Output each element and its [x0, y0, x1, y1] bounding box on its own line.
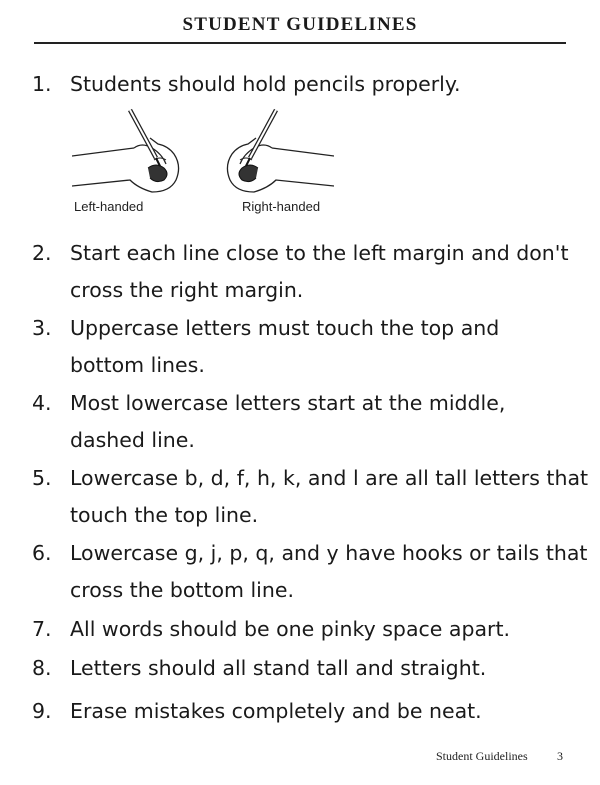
guideline-text: Start each line close to the left margin and don't — [70, 241, 569, 265]
guideline-text: Lowercase b, d, f, h, k, and l are all tall letters that — [70, 466, 589, 490]
left-hand-pencil-illustration — [72, 108, 184, 194]
guideline-text: cross the right margin. — [70, 278, 304, 302]
guideline-number: 7. — [32, 617, 52, 641]
guideline-number: 3. — [32, 316, 52, 340]
page-number: 3 — [557, 749, 563, 763]
guideline-number: 5. — [32, 466, 52, 490]
guideline-number: 6. — [32, 541, 52, 565]
right-hand-pencil-illustration — [222, 108, 334, 194]
guideline-text: All words should be one pinky space apart. — [70, 617, 511, 641]
guideline-text: cross the bottom line. — [70, 578, 294, 602]
guideline-text: Lowercase g, j, p, q, and y have hooks or tails that — [70, 541, 588, 565]
guideline-number: 4. — [32, 391, 52, 415]
title-divider — [34, 42, 566, 44]
page-title: STUDENT GUIDELINES — [182, 14, 418, 35]
guideline-number: 2. — [32, 241, 52, 265]
guideline-text: Students should hold pencils properly. — [70, 72, 461, 96]
guideline-text: Uppercase letters must touch the top and — [70, 316, 500, 340]
left-handed-caption: Left-handed — [74, 199, 144, 214]
guideline-number: 1. — [32, 72, 52, 96]
guideline-text: Most lowercase letters start at the middle, — [70, 391, 506, 415]
guideline-text: touch the top line. — [70, 503, 259, 527]
guideline-text: dashed line. — [70, 428, 195, 452]
guideline-text: Erase mistakes completely and be neat. — [70, 699, 482, 723]
footer-section-label: Student Guidelines — [436, 749, 528, 763]
guideline-text: bottom lines. — [70, 353, 205, 377]
guideline-number: 9. — [32, 699, 52, 723]
right-handed-caption: Right-handed — [242, 199, 321, 214]
guideline-text: Letters should all stand tall and straight. — [70, 656, 487, 680]
guideline-number: 8. — [32, 656, 52, 680]
